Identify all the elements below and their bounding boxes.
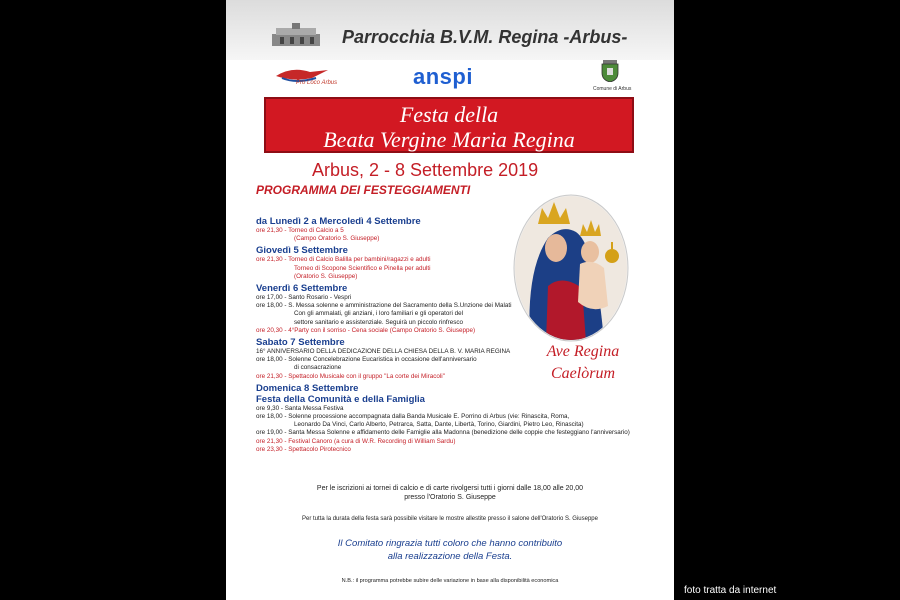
festival-title: [264, 97, 634, 153]
schedule-row: ore 21,30 - Torneo di Calcio a 5: [256, 227, 344, 234]
schedule-row: ore 21,30 - Spettacolo Musicale con il gruppo "La corte dei Miracoli": [256, 372, 445, 380]
ave-line-2: Caelòrum: [551, 365, 615, 382]
pro-loco-label: Pro Loco Arbus: [296, 80, 338, 86]
day-heading: Venerdì 6 Settembre: [256, 283, 348, 295]
schedule-row: ore 18,00 - Solenne processione accompagnata dalla Banda Musicale E. Porrino di Arbus (vie: Rinascita, Roma,: [256, 413, 570, 421]
pro-loco-logo-icon: [272, 62, 332, 94]
ave-regina: [528, 341, 638, 385]
thanks-line-2: alla realizzazione della Festa.: [387, 551, 513, 562]
photo-credit: foto tratta da internet: [684, 585, 777, 596]
exhibition-note: Per tutta la durata della festa sarà possibile visitare le mostre allestite presso il salone dell'Oratorio S. Giuseppe: [302, 516, 598, 522]
registration-line-2: presso l'Oratorio S. Giuseppe: [404, 494, 496, 501]
schedule-row: settore sanitario e assistenziale. Seguirà un piccolo rinfresco: [294, 318, 464, 326]
registration-note: [226, 484, 674, 502]
parish-title: Parrocchia B.V.M. Regina -Arbus-: [342, 27, 628, 47]
schedule-row: ore 18,00 - Solenne Concelebrazione Eucaristica in occasione dell'anniversario: [256, 356, 477, 364]
title-line-2: Beata Vergine Maria Regina: [323, 127, 575, 152]
schedule-row: ore 17,00 - Santo Rosario - Vespri: [256, 294, 352, 302]
schedule-row: Con gli ammalati, gli anziani, i loro familiari e gli operatori del: [294, 310, 464, 318]
schedule-row: ore 21,30 - Torneo di Calcio Balilla per bambini/ragazzi e adulti: [256, 256, 431, 264]
schedule-row: (Oratorio S. Giuseppe): [294, 272, 358, 280]
festival-poster: [226, 0, 674, 600]
anspi-logo: anspi: [413, 64, 473, 89]
day-subheading: Festa della Comunità e della Famiglia: [256, 393, 425, 405]
schedule-row: ore 9,30 - Santa Messa Festiva: [256, 404, 344, 412]
schedule-row: ore 19,00 - Santa Messa Solenne e affidamento delle Famiglie alla Madonna (benedizione delle coppie che festeggiano l'anniversario): [256, 429, 630, 437]
schedule-row: Leonardo Da Vinci, Carlo Alberto, Petrarca, Satta, Dante, Libertà, Torino, Giardini, Pietro Leo, Rinascita): [294, 421, 584, 429]
title-line-1: Festa della: [399, 102, 499, 127]
church-icon: [270, 22, 322, 48]
schedule-row: (Campo Oratorio S. Giuseppe): [294, 235, 380, 243]
ave-line-1: Ave Regina: [546, 343, 620, 360]
schedule-row: di consacrazione: [294, 364, 342, 372]
thanks-note: [226, 537, 674, 563]
day-heading: Sabato 7 Settembre: [256, 337, 345, 349]
festival-dates: Arbus, 2 - 8 Settembre 2019: [312, 160, 539, 180]
day-heading: Giovedì 5 Settembre: [256, 245, 348, 257]
madonna-image: [512, 190, 630, 342]
schedule-row: Torneo di Scopone Scientifico e Pinella per adulti: [294, 264, 431, 272]
day-heading: da Lunedì 2 a Mercoledì 4 Settembre: [256, 216, 421, 227]
thanks-line-1: Il Comitato ringrazia tutti coloro che hanno contribuito: [337, 538, 563, 549]
nb-note: N.B.: il programma potrebbe subire delle variazione in base alla disponibilità economica: [341, 578, 559, 584]
town-crest-icon: [600, 60, 620, 82]
schedule-row: 16° ANNIVERSARIO DELLA DEDICAZIONE DELLA CHIESA DELLA B. V. MARIA REGINA: [256, 348, 511, 356]
schedule-row: ore 23,30 - Spettacolo Pirotecnico: [256, 445, 351, 453]
schedule-row: ore 20,30 - 4°Party con il sorriso - Cena sociale (Campo Oratorio S. Giuseppe): [256, 326, 476, 334]
day-heading: Domenica 8 Settembre: [256, 382, 359, 394]
program-heading: PROGRAMMA DEI FESTEGGIAMENTI: [256, 183, 471, 197]
schedule-row: ore 21,30 - Festival Canoro (a cura di W.R. Recording di William Sardu): [256, 437, 456, 445]
schedule-row: ore 18,00 - S. Messa solenne e amministrazione del Sacramento della S.Unzione dei Malati: [256, 302, 512, 310]
registration-line-1: Per le iscrizioni ai tornei di calcio e di carte rivolgersi tutti i giorni dalle 18,00 alle 20,00: [316, 485, 584, 492]
town-crest-label: Comune di Arbus: [593, 86, 632, 92]
